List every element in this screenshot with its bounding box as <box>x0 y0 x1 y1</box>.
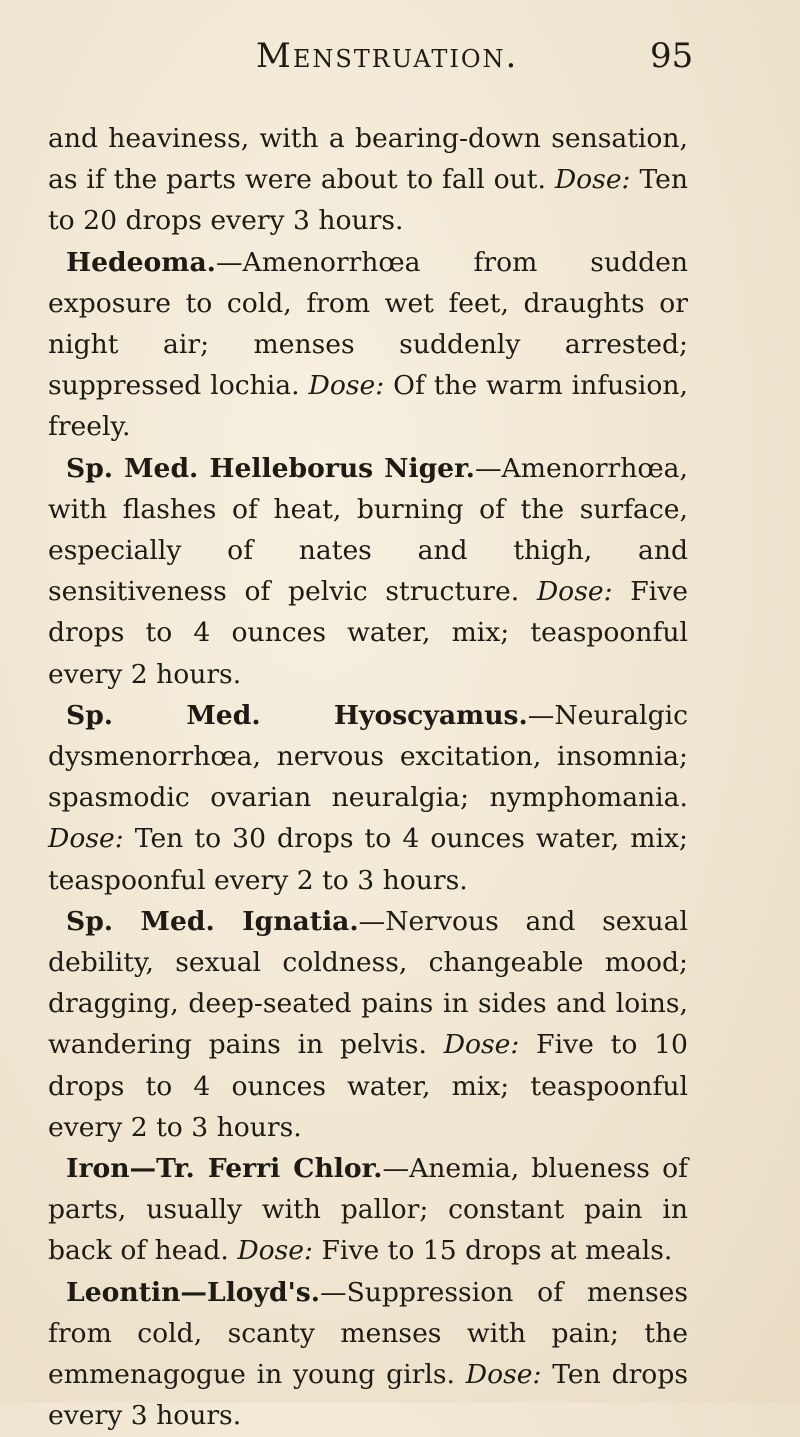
page-body <box>48 118 688 1437</box>
dose-label: Dose: <box>443 1029 520 1061</box>
entry-title: Leontin—Lloyd's. <box>66 1276 320 1308</box>
running-head <box>0 36 800 86</box>
page-number: 95 <box>650 36 694 76</box>
entry-title: Iron—Tr. Ferri Chlor. <box>66 1153 383 1185</box>
entry-text: —Amenorrhœa, with flashes of heat, burning of the surface, especially of nates and thigh, and sensitiveness of pelvic structure. <box>48 452 688 608</box>
entry-title: Sp. Med. Helleborus Niger. <box>66 452 475 484</box>
dose-text: Five drops to 4 ounces water, mix; teaspoonful every 2 hours. <box>48 576 688 690</box>
entry-text: —Amenorrhœa from sudden exposure to cold, from wet feet, draughts or night air; menses suddenly arrested; suppressed lochia. <box>48 246 688 402</box>
dose-text: Ten to 30 drops to 4 ounces water, mix; teaspoonful every 2 to 3 hours. <box>48 823 688 896</box>
entry-title: Sp. Med. Hyoscyamus. <box>66 699 528 731</box>
entry-ignatia <box>48 901 688 1148</box>
dose-text: Ten drops every 3 hours. <box>48 1359 688 1432</box>
dose-label: Dose: <box>465 1359 542 1391</box>
dose-label: Dose: <box>48 823 124 855</box>
entry-title: Sp. Med. Ignatia. <box>66 905 359 937</box>
entry-text: —Suppression of menses from cold, scanty menses with pain; the emmenagogue in young girls. <box>48 1276 688 1391</box>
entry-text: —Anemia, blueness of parts, usually with pallor; constant pain in back of head. <box>48 1153 688 1267</box>
entry-iron <box>48 1148 688 1272</box>
entry-text: —Nervous and sexual debility, sexual coldness, changeable mood; dragging, deep-seated pains in sides and loins, wandering pains in pelvis. <box>48 905 688 1061</box>
dose-text: Five to 15 drops at meals. <box>321 1235 673 1267</box>
dose-label: Dose: <box>237 1235 314 1267</box>
dose-label: Dose: <box>308 370 385 402</box>
running-head-title: Menstruation. <box>256 36 519 76</box>
entry-helleborus-niger <box>48 448 688 695</box>
entry-text: —Neuralgic dysmenorrhœa, nervous excitation, insomnia; spasmodic ovarian neuralgia; nymphomania. <box>48 699 688 814</box>
entry-hyoscyamus <box>48 695 688 901</box>
dose-text: Of the warm infusion, freely. <box>48 370 688 443</box>
dose-text: Five to 10 drops to 4 ounces water, mix; teaspoonful every 2 to 3 hours. <box>48 1029 688 1143</box>
entry-continued <box>48 118 688 242</box>
dose-label: Dose: <box>554 164 631 196</box>
dose-label: Dose: <box>536 576 613 608</box>
entry-leontin <box>48 1272 688 1437</box>
dose-text: Ten to 20 drops every 3 hours. <box>48 164 688 237</box>
entry-text: and heaviness, with a bearing-down sensation, as if the parts were about to fall out. <box>48 123 688 196</box>
entry-title: Hedeoma. <box>66 246 216 278</box>
entry-hedeoma <box>48 242 688 448</box>
